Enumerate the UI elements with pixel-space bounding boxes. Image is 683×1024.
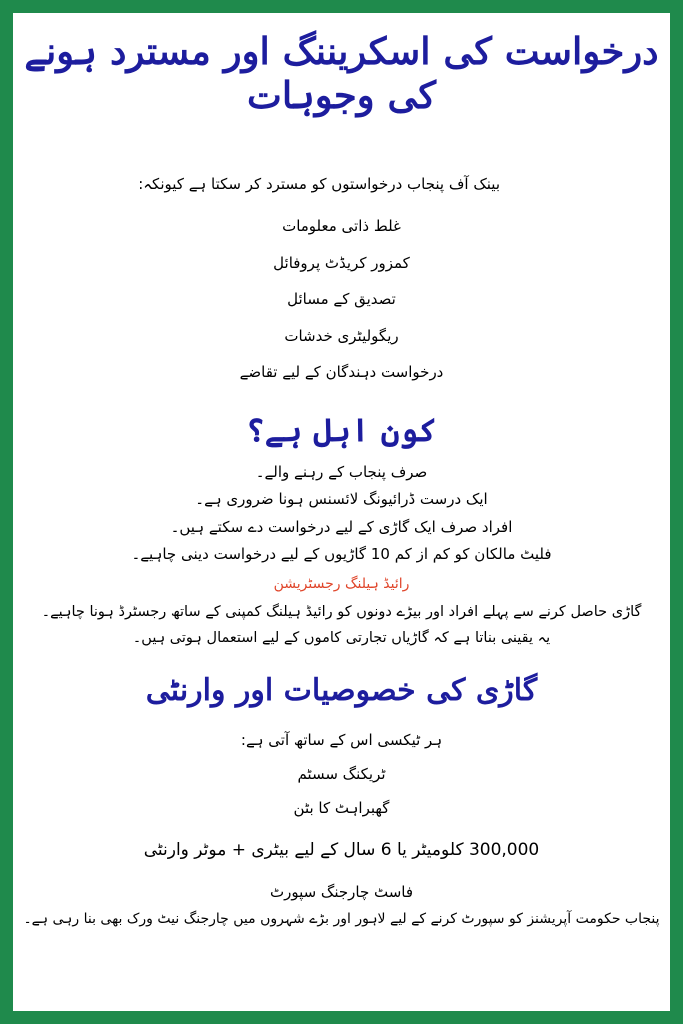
list-item: 300,000 کلومیٹر یا 6 سال کے لیے بیٹری + موٹر وارنٹی bbox=[143, 839, 540, 860]
page-title: درخواست کی اسکریننگ اور مسترد ہونے کی وجوہات bbox=[24, 29, 659, 118]
list-item: ایک درست ڈرائیونگ لائسنس ہونا ضروری ہے۔ bbox=[195, 490, 488, 508]
list-item: صرف پنجاب کے رہنے والے۔ bbox=[255, 462, 428, 481]
eligibility-heading: کون اہل ہے؟ bbox=[245, 410, 438, 449]
list-item: ٹریکنگ سسٹم bbox=[297, 764, 386, 783]
list-item: درخواست دہندگان کے لیے تقاضے bbox=[239, 363, 444, 381]
list-item: تصدیق کے مسائل bbox=[287, 290, 396, 308]
registration-paragraph: یہ یقینی بناتا ہے کہ گاڑیاں تجارتی کاموں کے لیے استعمال ہوتی ہیں۔ bbox=[132, 629, 551, 646]
list-item: ریگولیٹری خدشات bbox=[284, 326, 399, 345]
list-item: فلیٹ مالکان کو کم از کم 10 گاڑیوں کے لیے درخواست دینی چاہیے۔ bbox=[131, 545, 552, 563]
list-item: گھبراہٹ کا بٹن bbox=[293, 798, 390, 817]
footer-note: پنجاب حکومت آپریشنز کو سپورٹ کرنے کے لیے لاہور اور بڑے شہروں میں چارجنگ نیٹ ورک بھی بنا رہی ہے۔ bbox=[23, 910, 660, 927]
list-item: افراد صرف ایک گاڑی کے لیے درخواست دے سکتے ہیں۔ bbox=[170, 517, 513, 536]
rejection-intro: بینک آف پنجاب درخواستوں کو مسترد کر سکتا ہے کیونکہ: bbox=[138, 175, 500, 193]
rejection-reasons-list bbox=[13, 208, 670, 391]
list-item: کمزور کریڈٹ پروفائل bbox=[273, 253, 410, 272]
eligibility-list bbox=[13, 459, 670, 569]
list-item: فاسٹ چارجنگ سپورٹ bbox=[269, 882, 414, 901]
registration-label: رائیڈ ہیلنگ رجسٹریشن bbox=[273, 575, 410, 592]
list-item: غلط ذاتی معلومات bbox=[282, 217, 401, 235]
features-list bbox=[13, 723, 670, 909]
registration-paragraph: گاڑی حاصل کرنے سے پہلے افراد اور بیڑے دونوں کو رائیڈ ہیلنگ کمپنی کے ساتھ رجسٹرڈ ہونا چاہیے۔ bbox=[41, 603, 642, 620]
document-content bbox=[13, 13, 670, 1011]
features-intro: ہر ٹیکسی اس کے ساتھ آتی ہے: bbox=[240, 730, 443, 749]
features-heading: گاڑی کی خصوصیات اور وارنٹی bbox=[145, 672, 538, 708]
document-frame bbox=[13, 13, 670, 1011]
